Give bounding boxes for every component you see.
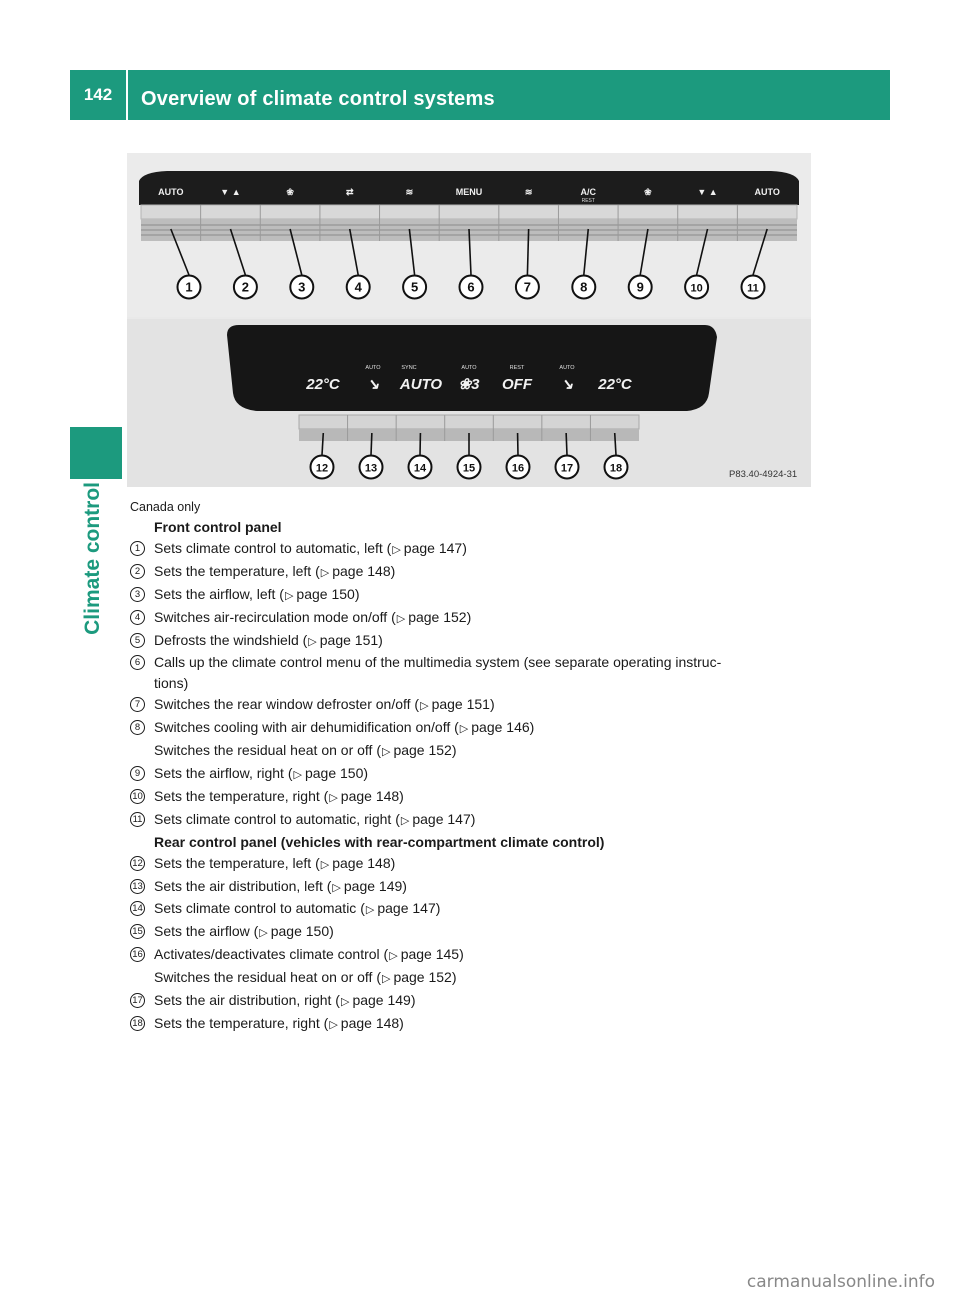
page-reference[interactable]: page 149)	[352, 992, 416, 1009]
page-reference[interactable]: page 150)	[270, 923, 334, 940]
item-marker: 15	[130, 924, 145, 939]
legend-item	[130, 717, 820, 740]
front-button-sublabel: REST	[581, 198, 595, 204]
item-text: Sets climate control to automatic (▷ page 147)	[154, 898, 440, 921]
section-tab-label: Climate control	[81, 482, 104, 635]
item-text: Sets the air distribution, right (▷ page 149)	[154, 990, 416, 1013]
section-tab-marker	[70, 427, 122, 479]
legend-item	[130, 809, 820, 832]
front-panel-heading: Front control panel	[154, 519, 282, 535]
control-panel-figure	[127, 153, 811, 487]
item-text: Defrosts the windshield (▷ page 151)	[154, 630, 383, 653]
item-marker: 5	[130, 633, 145, 648]
page-ref-arrow-icon: ▷	[320, 858, 330, 871]
item-text: Sets the airflow, left (▷ page 150)	[154, 584, 359, 607]
svg-text:10: 10	[690, 282, 703, 295]
item-marker: 9	[130, 766, 145, 781]
item-marker: 18	[130, 1016, 145, 1031]
svg-text:11: 11	[747, 282, 759, 295]
svg-text:5: 5	[410, 279, 419, 295]
item-text: Sets the temperature, right (▷ page 148)	[154, 1013, 404, 1036]
figure-reference: P83.40-4924-31	[729, 469, 798, 480]
front-button-label: ▼ ▲	[697, 187, 718, 197]
item-marker: 8	[130, 720, 145, 735]
right-airflow-icon: ↘	[560, 376, 574, 393]
item-text: Switches the residual heat on or off (▷ page 152)	[154, 967, 457, 990]
item-marker: 7	[130, 697, 145, 712]
rear-display-label: AUTO	[365, 365, 381, 371]
page-reference[interactable]: page 148)	[340, 1014, 404, 1031]
svg-text:1: 1	[185, 279, 193, 295]
page-ref-arrow-icon: ▷	[381, 746, 391, 759]
legend-item	[130, 921, 820, 944]
legend-item	[130, 652, 820, 673]
svg-text:8: 8	[580, 279, 588, 295]
page-reference[interactable]: page 150)	[296, 585, 360, 602]
item-text: Sets the airflow, right (▷ page 150)	[154, 763, 368, 786]
front-button-label: MENU	[455, 187, 483, 197]
svg-text:17: 17	[560, 462, 574, 475]
page-reference[interactable]: page 147)	[412, 810, 476, 827]
item-marker: 6	[130, 655, 145, 670]
off-readout: OFF	[502, 376, 532, 393]
watermark: carmanualsonline.info	[746, 1272, 935, 1292]
header-divider	[126, 70, 128, 120]
page-ref-arrow-icon: ▷	[392, 543, 401, 556]
page-ref-arrow-icon: ▷	[389, 950, 398, 963]
legend-item	[130, 538, 820, 561]
legend-item	[130, 944, 820, 967]
legend-item	[130, 607, 820, 630]
item-marker: 12	[130, 856, 145, 871]
legend-item	[130, 561, 820, 584]
page-ref-arrow-icon: ▷	[396, 612, 406, 625]
legend-item	[130, 694, 820, 717]
rear-display-label: AUTO	[559, 365, 575, 371]
item-text: Sets climate control to automatic, right (▷ page 147)	[154, 809, 475, 832]
front-button-label: A/C	[580, 187, 597, 197]
legend-item	[130, 990, 820, 1013]
page-reference[interactable]: page 148)	[332, 562, 396, 579]
control-panel-illustration	[127, 153, 811, 487]
item-text: Sets the airflow (▷ page 150)	[154, 921, 334, 944]
item-marker: 17	[130, 993, 145, 1008]
page-ref-arrow-icon: ▷	[329, 791, 338, 804]
item-marker: 11	[130, 812, 145, 827]
rear-display-label: SYNC	[401, 365, 417, 371]
page-ref-arrow-icon: ▷	[340, 996, 350, 1009]
item-marker: 16	[130, 947, 145, 962]
item-marker: 14	[130, 901, 145, 916]
page-reference[interactable]: page 149)	[343, 877, 407, 894]
svg-text:14: 14	[413, 462, 427, 475]
item-marker: 4	[130, 610, 145, 625]
legend-item	[130, 584, 820, 607]
legend-item	[130, 1013, 820, 1036]
page-reference[interactable]: page 147)	[403, 539, 467, 556]
item-marker: 10	[130, 789, 145, 804]
item-text: Sets the temperature, left (▷ page 148)	[154, 853, 395, 876]
auto-readout: AUTO	[399, 376, 443, 393]
front-button-label: AUTO	[754, 187, 780, 197]
page-ref-arrow-icon: ▷	[365, 904, 375, 917]
legend-item	[130, 853, 820, 876]
description-list	[130, 498, 820, 1036]
item-text: tions)	[154, 675, 189, 692]
svg-text:15: 15	[462, 462, 476, 475]
legend-item	[130, 786, 820, 809]
item-marker: 13	[130, 879, 145, 894]
front-button-label: ❀	[286, 187, 294, 197]
legend-item-continuation	[130, 673, 820, 694]
item-text: Sets the air distribution, left (▷ page 149)	[154, 876, 407, 899]
item-text: Sets the temperature, right (▷ page 148)	[154, 786, 404, 809]
item-text: Calls up the climate control menu of the multimedia system (see separate operating instruc-	[154, 654, 722, 671]
page-ref-arrow-icon: ▷	[329, 1018, 338, 1031]
front-button-label: ▼ ▲	[220, 187, 241, 197]
legend-item-extra	[130, 740, 820, 763]
rear-display-label: REST	[509, 365, 525, 371]
page-ref-arrow-icon: ▷	[400, 814, 410, 827]
page-ref-arrow-icon: ▷	[332, 881, 341, 894]
page-reference[interactable]: page 150)	[304, 764, 369, 781]
front-button-label: ≋	[405, 187, 414, 197]
page-reference[interactable]: page 152)	[393, 969, 457, 986]
section-tab	[81, 482, 115, 635]
page-reference[interactable]: page 145)	[400, 946, 464, 963]
front-button-label: ⇄	[345, 187, 354, 197]
page-ref-arrow-icon: ▷	[420, 700, 429, 713]
page-title: Overview of climate control systems	[141, 88, 495, 110]
page-reference[interactable]: page 151)	[431, 696, 495, 713]
svg-text:3: 3	[298, 279, 306, 295]
fan-readout: ❀3	[458, 376, 480, 393]
legend-item	[130, 898, 820, 921]
svg-text:16: 16	[511, 462, 525, 475]
svg-text:4: 4	[354, 279, 362, 295]
page-reference[interactable]: page 147)	[377, 900, 441, 917]
item-text: Sets climate control to automatic, left (▷ page 147)	[154, 538, 467, 561]
legend-item	[130, 763, 820, 786]
svg-text:18: 18	[609, 462, 623, 475]
page-reference[interactable]: page 152)	[408, 608, 472, 625]
svg-text:9: 9	[636, 279, 644, 295]
page-ref-arrow-icon: ▷	[381, 973, 391, 986]
page-reference[interactable]: page 146)	[471, 719, 535, 736]
region-note: Canada only	[130, 500, 201, 514]
page-ref-arrow-icon: ▷	[320, 566, 330, 579]
item-marker: 1	[130, 541, 145, 556]
page-ref-arrow-icon: ▷	[459, 723, 469, 736]
front-button-label: AUTO	[158, 187, 184, 197]
item-text: Activates/deactivates climate control (▷ page 145)	[154, 944, 464, 967]
rear-display-label: AUTO	[461, 365, 477, 371]
page-ref-arrow-icon: ▷	[308, 635, 317, 648]
svg-text:12: 12	[315, 462, 329, 475]
item-text: Switches the rear window defroster on/off (▷ page 151)	[154, 694, 495, 717]
rear-panel-heading: Rear control panel (vehicles with rear-compartment climate control)	[154, 833, 605, 850]
item-text: Switches air-recirculation mode on/off (▷ page 152)	[154, 607, 471, 630]
legend-item-extra	[130, 967, 820, 990]
item-text: Sets the temperature, left (▷ page 148)	[154, 561, 395, 584]
svg-text:2: 2	[241, 279, 250, 295]
page-reference[interactable]: page 148)	[332, 854, 396, 871]
page-reference[interactable]: page 152)	[393, 742, 457, 759]
left-airflow-icon: ↘	[366, 376, 380, 393]
front-button-label: ❀	[644, 187, 652, 197]
svg-text:13: 13	[364, 462, 378, 475]
legend-item	[130, 630, 820, 653]
item-marker: 2	[130, 564, 145, 579]
page-reference[interactable]: page 151)	[319, 631, 383, 648]
left-temp-readout: 22°C	[306, 376, 340, 393]
legend-item	[130, 876, 820, 899]
page-ref-arrow-icon: ▷	[284, 589, 294, 602]
item-text: Switches cooling with air dehumidification on/off (▷ page 146)	[154, 717, 534, 740]
page-number: 142	[83, 85, 113, 104]
item-text: Switches the residual heat on or off (▷ page 152)	[154, 740, 457, 763]
item-marker: 3	[130, 587, 145, 602]
svg-text:6: 6	[467, 279, 475, 295]
page-reference[interactable]: page 148)	[340, 787, 404, 804]
front-button-label: ≋	[524, 187, 533, 197]
right-temp-readout: 22°C	[598, 376, 632, 393]
page-ref-arrow-icon: ▷	[293, 768, 302, 781]
svg-text:7: 7	[523, 279, 532, 295]
page-ref-arrow-icon: ▷	[259, 927, 268, 940]
